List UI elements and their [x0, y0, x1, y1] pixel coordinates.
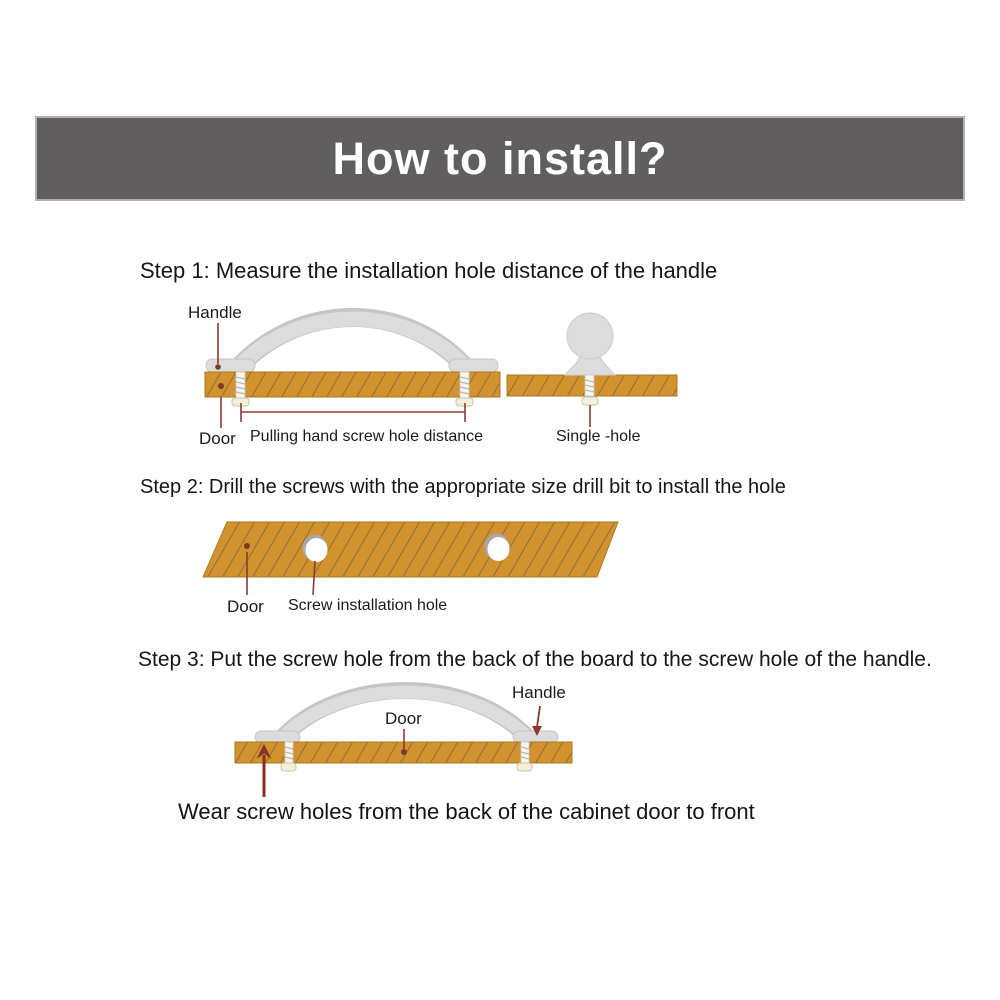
door-board-graphic	[203, 522, 618, 577]
door-board-graphic	[205, 372, 500, 397]
step3-heading: Step 3: Put the screw hole from the back of the board to the screw hole of the handle.	[138, 648, 932, 671]
step3-caption: Wear screw holes from the back of the cabinet door to front	[178, 799, 755, 824]
step1-distance-label: Pulling hand screw hole distance	[250, 428, 484, 445]
dimension-line	[241, 403, 465, 422]
step2-diagram	[0, 510, 1000, 625]
handle-graphic	[206, 318, 498, 373]
step3-handle-label: Handle	[512, 683, 566, 702]
step1-single-hole-label: Single -hole	[556, 428, 641, 445]
step2-heading: Step 2: Drill the screws with the appropriate size drill bit to install the hole	[140, 476, 786, 498]
page-title: How to install?	[332, 132, 668, 184]
step1-diagram	[0, 295, 1000, 460]
step2-door-label: Door	[227, 597, 264, 616]
step1-handle-label: Handle	[188, 303, 242, 322]
step1-door-label: Door	[199, 429, 236, 448]
step1-heading: Step 1: Measure the installation hole distance of the handle	[140, 258, 718, 283]
step3-door-label: Door	[385, 709, 422, 728]
step2-screw-hole-label: Screw installation hole	[288, 597, 448, 614]
title-banner	[35, 116, 965, 201]
